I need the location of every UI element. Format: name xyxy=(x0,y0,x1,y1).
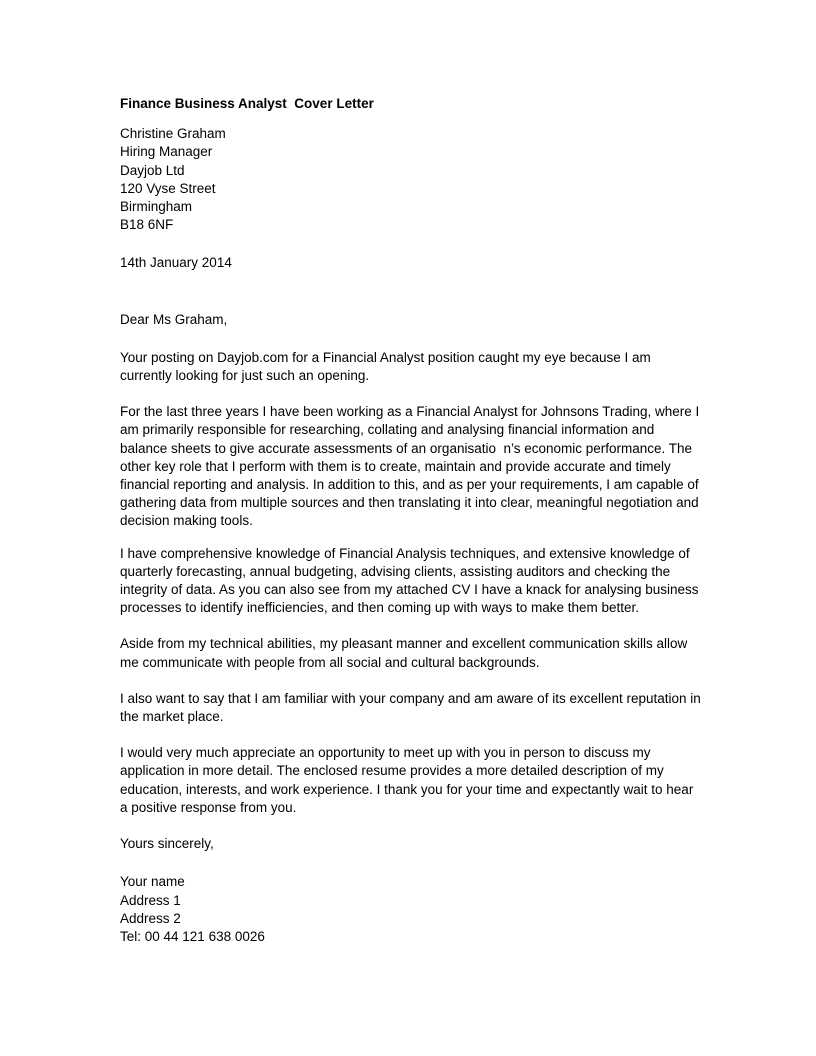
paragraph-line: balance sheets to give accurate assessments of an organisatio n’s economic performance. The xyxy=(120,440,693,456)
paragraph-line: gathering data from multiple sources and then translating it into clear, meaningful negotiation and xyxy=(120,495,699,511)
paragraph-line: application in more detail. The enclosed resume provides a more detailed description of my xyxy=(120,763,664,779)
recipient-line: Hiring Manager xyxy=(120,144,213,160)
salutation: Dear Ms Graham, xyxy=(120,311,228,327)
letter-title: Finance Business Analyst Cover Letter xyxy=(120,96,374,111)
paragraph-line: education, interests, and work experience. I thank you for your time and expectantly wait to hear xyxy=(120,781,694,797)
paragraph-line: a positive response from you. xyxy=(120,799,297,815)
recipient-address xyxy=(120,125,690,234)
letter-date: 14th January 2014 xyxy=(120,255,232,271)
paragraph-knowledge xyxy=(120,545,699,618)
paragraph-intro xyxy=(120,349,690,385)
paragraph-line: I would very much appreciate an opportunity to meet up with you in person to discuss my xyxy=(120,745,651,761)
signature-line: Your name xyxy=(120,874,185,890)
closing: Yours sincerely, xyxy=(120,836,214,852)
recipient-line: Christine Graham xyxy=(120,126,226,142)
paragraph-line: am primarily responsible for researching, collating and analysing financial information and xyxy=(120,422,655,438)
paragraph-line: I also want to say that I am familiar with your company and am aware of its excellent reputation in xyxy=(120,690,701,706)
paragraph-company xyxy=(120,690,701,726)
letter-body xyxy=(120,95,701,946)
paragraph-line: the market place. xyxy=(120,709,224,725)
recipient-line: Dayjob Ltd xyxy=(120,162,185,178)
recipient-line: B18 6NF xyxy=(120,217,174,233)
signature-line: Tel: 00 44 121 638 0026 xyxy=(120,928,265,944)
signature-line: Address 1 xyxy=(120,892,181,908)
paragraph-line: me communicate with people from all social and cultural backgrounds. xyxy=(120,654,540,670)
recipient-line: Birmingham xyxy=(120,199,193,215)
paragraph-line: integrity of data. As you can also see from my attached CV I have a knack for analysing business xyxy=(120,582,699,598)
signature-block xyxy=(120,873,690,946)
paragraph-experience xyxy=(120,403,700,530)
paragraph-line: Your posting on Dayjob.com for a Financial Analyst position caught my eye because I am xyxy=(120,349,651,365)
paragraph-line: Aside from my technical abilities, my pleasant manner and excellent communication skills allow xyxy=(120,636,688,652)
paragraph-line: For the last three years I have been working as a Financial Analyst for Johnsons Trading, where I xyxy=(120,404,700,420)
paragraph-line: I have comprehensive knowledge of Financial Analysis techniques, and extensive knowledge of xyxy=(120,545,690,561)
signature-line: Address 2 xyxy=(120,910,181,926)
paragraph-line: currently looking for just such an opening. xyxy=(120,368,370,384)
recipient-line: 120 Vyse Street xyxy=(120,180,216,196)
paragraph-line: other key role that I perform with them is to create, maintain and provide accurate and timely xyxy=(120,458,671,474)
paragraph-closing-request xyxy=(120,744,694,817)
paragraph-line: decision making tools. xyxy=(120,513,253,529)
paragraph-line: financial reporting and analysis. In addition to this, and as per your requirements, I am capable of xyxy=(120,477,699,493)
paragraph-abilities xyxy=(120,635,690,671)
paragraph-line: quarterly forecasting, annual budgeting, advising clients, assisting auditors and checking the xyxy=(120,563,671,579)
paragraph-line: processes to identify inefficiencies, and then coming up with ways to make them better. xyxy=(120,600,640,616)
